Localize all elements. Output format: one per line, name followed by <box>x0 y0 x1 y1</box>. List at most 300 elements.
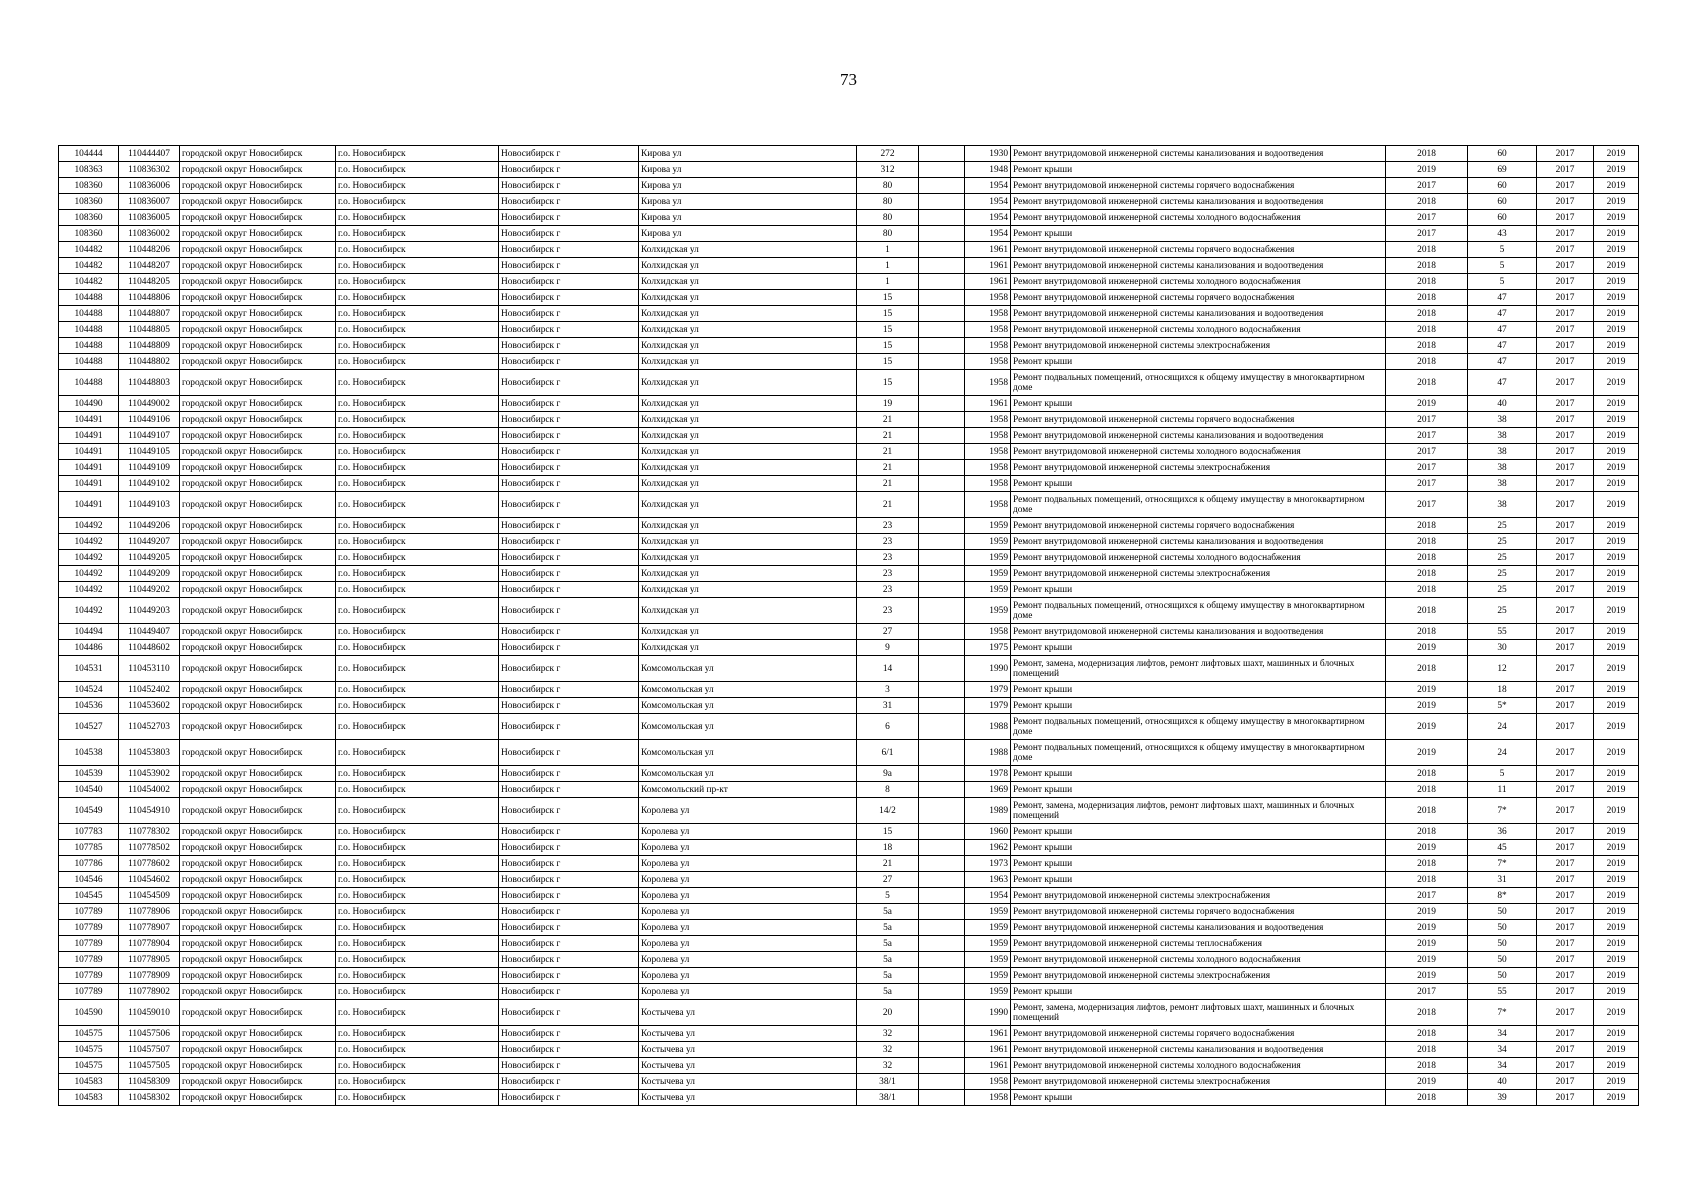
cell-house-id: 104540 <box>59 782 119 798</box>
cell-rating: 25 <box>1468 582 1537 598</box>
cell-house-id: 104531 <box>59 656 119 682</box>
cell-empty-cell <box>919 798 965 824</box>
cell-street: Королева ул <box>639 904 857 920</box>
cell-work-type: Ремонт внутридомовой инженерной системы электроснабжения <box>1011 460 1386 476</box>
cell-empty-cell <box>919 698 965 714</box>
cell-municipal-district: городской округ Новосибирск <box>180 412 336 428</box>
cell-municipality: г.о. Новосибирск <box>336 824 499 840</box>
cell-municipal-district: городской округ Новосибирск <box>180 290 336 306</box>
cell-year-built: 1959 <box>965 582 1011 598</box>
cell-work-type: Ремонт внутридомовой инженерной системы электроснабжения <box>1011 968 1386 984</box>
cell-street: Костычева ул <box>639 1026 857 1042</box>
table-row <box>59 1074 1639 1090</box>
cell-work-year: 2018 <box>1386 856 1468 872</box>
cell-period-start: 2017 <box>1537 640 1594 656</box>
cell-period-start: 2017 <box>1537 146 1594 162</box>
cell-work-year: 2019 <box>1386 904 1468 920</box>
cell-work-id: 110444407 <box>119 146 180 162</box>
cell-settlement: Новосибирск г <box>499 444 639 460</box>
cell-house-id: 108360 <box>59 178 119 194</box>
cell-house-id: 104492 <box>59 518 119 534</box>
cell-period-end: 2019 <box>1594 1090 1639 1106</box>
cell-work-type: Ремонт внутридомовой инженерной системы горячего водоснабжения <box>1011 1026 1386 1042</box>
cell-municipal-district: городской округ Новосибирск <box>180 226 336 242</box>
cell-rating: 40 <box>1468 396 1537 412</box>
cell-period-start: 2017 <box>1537 824 1594 840</box>
cell-empty-cell <box>919 936 965 952</box>
cell-period-start: 2017 <box>1537 354 1594 370</box>
cell-municipality: г.о. Новосибирск <box>336 460 499 476</box>
table-row <box>59 920 1639 936</box>
cell-street: Королева ул <box>639 798 857 824</box>
cell-work-type: Ремонт крыши <box>1011 856 1386 872</box>
table-row <box>59 210 1639 226</box>
cell-work-id: 110448602 <box>119 640 180 656</box>
cell-year-built: 1973 <box>965 856 1011 872</box>
cell-year-built: 1954 <box>965 226 1011 242</box>
cell-period-end: 2019 <box>1594 598 1639 624</box>
cell-street: Колхидская ул <box>639 640 857 656</box>
cell-settlement: Новосибирск г <box>499 354 639 370</box>
cell-municipal-district: городской округ Новосибирск <box>180 178 336 194</box>
cell-work-year: 2019 <box>1386 682 1468 698</box>
cell-house-id: 104488 <box>59 370 119 396</box>
cell-period-end: 2019 <box>1594 322 1639 338</box>
cell-house-id: 104482 <box>59 258 119 274</box>
cell-period-end: 2019 <box>1594 306 1639 322</box>
table-row <box>59 306 1639 322</box>
cell-work-type: Ремонт внутридомовой инженерной системы канализования и водоотведения <box>1011 920 1386 936</box>
table-row <box>59 274 1639 290</box>
cell-period-start: 2017 <box>1537 856 1594 872</box>
cell-house-number: 1 <box>857 258 919 274</box>
cell-municipal-district: городской округ Новосибирск <box>180 534 336 550</box>
cell-rating: 40 <box>1468 1074 1537 1090</box>
cell-period-start: 2017 <box>1537 984 1594 1000</box>
cell-street: Комсомольская ул <box>639 740 857 766</box>
cell-rating: 5 <box>1468 274 1537 290</box>
cell-street: Комсомольская ул <box>639 766 857 782</box>
cell-period-start: 2017 <box>1537 550 1594 566</box>
cell-house-number: 6 <box>857 714 919 740</box>
cell-work-year: 2018 <box>1386 194 1468 210</box>
cell-municipal-district: городской округ Новосибирск <box>180 984 336 1000</box>
cell-work-year: 2018 <box>1386 624 1468 640</box>
cell-work-id: 110458302 <box>119 1090 180 1106</box>
cell-house-number: 15 <box>857 354 919 370</box>
cell-period-end: 2019 <box>1594 872 1639 888</box>
cell-municipality: г.о. Новосибирск <box>336 984 499 1000</box>
cell-period-end: 2019 <box>1594 162 1639 178</box>
cell-work-year: 2017 <box>1386 428 1468 444</box>
cell-period-start: 2017 <box>1537 370 1594 396</box>
cell-municipality: г.о. Новосибирск <box>336 492 499 518</box>
cell-work-type: Ремонт внутридомовой инженерной системы электроснабжения <box>1011 338 1386 354</box>
cell-house-id: 108360 <box>59 210 119 226</box>
cell-period-end: 2019 <box>1594 840 1639 856</box>
table-row <box>59 354 1639 370</box>
cell-work-year: 2019 <box>1386 936 1468 952</box>
cell-empty-cell <box>919 518 965 534</box>
cell-house-id: 104494 <box>59 624 119 640</box>
cell-settlement: Новосибирск г <box>499 290 639 306</box>
cell-empty-cell <box>919 338 965 354</box>
cell-settlement: Новосибирск г <box>499 782 639 798</box>
cell-house-id: 107789 <box>59 952 119 968</box>
cell-house-id: 104491 <box>59 444 119 460</box>
cell-settlement: Новосибирск г <box>499 598 639 624</box>
cell-house-number: 15 <box>857 290 919 306</box>
table-row <box>59 290 1639 306</box>
cell-municipal-district: городской округ Новосибирск <box>180 306 336 322</box>
cell-empty-cell <box>919 920 965 936</box>
cell-work-id: 110452703 <box>119 714 180 740</box>
cell-work-id: 110457507 <box>119 1042 180 1058</box>
cell-empty-cell <box>919 396 965 412</box>
table-row <box>59 740 1639 766</box>
cell-settlement: Новосибирск г <box>499 904 639 920</box>
table-row <box>59 550 1639 566</box>
cell-work-type: Ремонт крыши <box>1011 682 1386 698</box>
cell-period-end: 2019 <box>1594 194 1639 210</box>
cell-house-id: 104491 <box>59 460 119 476</box>
cell-work-year: 2018 <box>1386 824 1468 840</box>
cell-house-number: 21 <box>857 412 919 428</box>
cell-work-year: 2018 <box>1386 872 1468 888</box>
cell-period-start: 2017 <box>1537 396 1594 412</box>
cell-period-end: 2019 <box>1594 396 1639 412</box>
cell-street: Кирова ул <box>639 226 857 242</box>
cell-year-built: 1958 <box>965 322 1011 338</box>
cell-house-id: 104492 <box>59 598 119 624</box>
cell-work-id: 110448806 <box>119 290 180 306</box>
cell-period-end: 2019 <box>1594 492 1639 518</box>
cell-period-end: 2019 <box>1594 258 1639 274</box>
table-row <box>59 370 1639 396</box>
cell-house-id: 104490 <box>59 396 119 412</box>
cell-municipal-district: городской округ Новосибирск <box>180 476 336 492</box>
cell-settlement: Новосибирск г <box>499 396 639 412</box>
cell-work-id: 110454002 <box>119 782 180 798</box>
cell-empty-cell <box>919 306 965 322</box>
cell-period-start: 2017 <box>1537 412 1594 428</box>
cell-period-start: 2017 <box>1537 274 1594 290</box>
cell-street: Колхидская ул <box>639 274 857 290</box>
cell-work-type: Ремонт внутридомовой инженерной системы электроснабжения <box>1011 566 1386 582</box>
cell-rating: 30 <box>1468 640 1537 656</box>
cell-year-built: 1958 <box>965 338 1011 354</box>
cell-settlement: Новосибирск г <box>499 274 639 290</box>
cell-settlement: Новосибирск г <box>499 984 639 1000</box>
cell-period-end: 2019 <box>1594 534 1639 550</box>
cell-street: Колхидская ул <box>639 428 857 444</box>
cell-rating: 50 <box>1468 952 1537 968</box>
cell-rating: 34 <box>1468 1026 1537 1042</box>
cell-rating: 55 <box>1468 984 1537 1000</box>
cell-house-number: 5а <box>857 920 919 936</box>
cell-work-id: 110448809 <box>119 338 180 354</box>
cell-work-type: Ремонт крыши <box>1011 824 1386 840</box>
cell-settlement: Новосибирск г <box>499 322 639 338</box>
cell-work-type: Ремонт внутридомовой инженерной системы холодного водоснабжения <box>1011 444 1386 460</box>
cell-work-year: 2018 <box>1386 582 1468 598</box>
cell-house-number: 19 <box>857 396 919 412</box>
cell-house-number: 23 <box>857 518 919 534</box>
cell-empty-cell <box>919 210 965 226</box>
cell-period-end: 2019 <box>1594 582 1639 598</box>
cell-settlement: Новосибирск г <box>499 936 639 952</box>
cell-rating: 12 <box>1468 656 1537 682</box>
cell-municipal-district: городской округ Новосибирск <box>180 444 336 460</box>
cell-municipal-district: городской округ Новосибирск <box>180 428 336 444</box>
cell-house-id: 104492 <box>59 534 119 550</box>
cell-municipal-district: городской округ Новосибирск <box>180 872 336 888</box>
table-row <box>59 798 1639 824</box>
cell-work-year: 2018 <box>1386 766 1468 782</box>
cell-work-year: 2019 <box>1386 840 1468 856</box>
cell-period-end: 2019 <box>1594 682 1639 698</box>
cell-year-built: 1988 <box>965 740 1011 766</box>
cell-year-built: 1989 <box>965 798 1011 824</box>
cell-municipal-district: городской округ Новосибирск <box>180 798 336 824</box>
cell-municipality: г.о. Новосибирск <box>336 968 499 984</box>
cell-municipal-district: городской округ Новосибирск <box>180 656 336 682</box>
cell-settlement: Новосибирск г <box>499 210 639 226</box>
cell-period-end: 2019 <box>1594 624 1639 640</box>
table-row <box>59 460 1639 476</box>
cell-period-start: 2017 <box>1537 782 1594 798</box>
cell-year-built: 1930 <box>965 146 1011 162</box>
cell-municipality: г.о. Новосибирск <box>336 682 499 698</box>
cell-work-type: Ремонт внутридомовой инженерной системы горячего водоснабжения <box>1011 290 1386 306</box>
cell-work-type: Ремонт крыши <box>1011 640 1386 656</box>
cell-rating: 60 <box>1468 194 1537 210</box>
cell-work-type: Ремонт крыши <box>1011 840 1386 856</box>
cell-period-end: 2019 <box>1594 428 1639 444</box>
cell-house-number: 15 <box>857 338 919 354</box>
cell-period-start: 2017 <box>1537 920 1594 936</box>
cell-house-number: 32 <box>857 1058 919 1074</box>
table-row <box>59 936 1639 952</box>
cell-house-id: 104549 <box>59 798 119 824</box>
cell-house-id: 104575 <box>59 1026 119 1042</box>
cell-house-id: 104546 <box>59 872 119 888</box>
cell-house-id: 104575 <box>59 1042 119 1058</box>
cell-house-id: 104482 <box>59 274 119 290</box>
cell-rating: 34 <box>1468 1042 1537 1058</box>
cell-street: Колхидская ул <box>639 518 857 534</box>
cell-empty-cell <box>919 714 965 740</box>
cell-empty-cell <box>919 550 965 566</box>
cell-house-id: 104590 <box>59 1000 119 1026</box>
cell-work-id: 110778902 <box>119 984 180 1000</box>
table-row <box>59 952 1639 968</box>
cell-municipality: г.о. Новосибирск <box>336 274 499 290</box>
cell-house-number: 5 <box>857 888 919 904</box>
cell-work-id: 110452402 <box>119 682 180 698</box>
cell-settlement: Новосибирск г <box>499 162 639 178</box>
cell-work-id: 110449407 <box>119 624 180 640</box>
cell-settlement: Новосибирск г <box>499 178 639 194</box>
cell-municipal-district: городской округ Новосибирск <box>180 518 336 534</box>
cell-house-id: 104545 <box>59 888 119 904</box>
cell-house-id: 104583 <box>59 1090 119 1106</box>
cell-municipality: г.о. Новосибирск <box>336 1000 499 1026</box>
cell-rating: 38 <box>1468 476 1537 492</box>
cell-work-type: Ремонт подвальных помещений, относящихся к общему имуществу в многоквартирном доме <box>1011 740 1386 766</box>
cell-empty-cell <box>919 888 965 904</box>
cell-work-id: 110778904 <box>119 936 180 952</box>
cell-work-id: 110449205 <box>119 550 180 566</box>
cell-house-number: 1 <box>857 242 919 258</box>
cell-period-end: 2019 <box>1594 968 1639 984</box>
cell-municipal-district: городской округ Новосибирск <box>180 566 336 582</box>
cell-street: Королева ул <box>639 872 857 888</box>
cell-empty-cell <box>919 226 965 242</box>
cell-rating: 18 <box>1468 682 1537 698</box>
cell-work-type: Ремонт внутридомовой инженерной системы горячего водоснабжения <box>1011 178 1386 194</box>
cell-house-number: 21 <box>857 460 919 476</box>
cell-rating: 38 <box>1468 444 1537 460</box>
cell-empty-cell <box>919 968 965 984</box>
cell-house-number: 80 <box>857 210 919 226</box>
cell-settlement: Новосибирск г <box>499 460 639 476</box>
cell-municipal-district: городской округ Новосибирск <box>180 968 336 984</box>
cell-period-start: 2017 <box>1537 566 1594 582</box>
cell-street: Колхидская ул <box>639 354 857 370</box>
cell-period-end: 2019 <box>1594 1074 1639 1090</box>
cell-work-type: Ремонт подвальных помещений, относящихся к общему имуществу в многоквартирном доме <box>1011 370 1386 396</box>
cell-work-id: 110836006 <box>119 178 180 194</box>
cell-empty-cell <box>919 370 965 396</box>
cell-rating: 5* <box>1468 698 1537 714</box>
cell-municipality: г.о. Новосибирск <box>336 766 499 782</box>
cell-house-id: 104536 <box>59 698 119 714</box>
cell-rating: 50 <box>1468 936 1537 952</box>
cell-house-number: 23 <box>857 582 919 598</box>
cell-house-number: 80 <box>857 194 919 210</box>
cell-work-year: 2019 <box>1386 162 1468 178</box>
table-row <box>59 872 1639 888</box>
cell-municipality: г.о. Новосибирск <box>336 194 499 210</box>
cell-municipality: г.о. Новосибирск <box>336 242 499 258</box>
cell-work-id: 110448803 <box>119 370 180 396</box>
cell-period-end: 2019 <box>1594 936 1639 952</box>
cell-work-type: Ремонт крыши <box>1011 476 1386 492</box>
cell-empty-cell <box>919 428 965 444</box>
cell-year-built: 1959 <box>965 952 1011 968</box>
cell-empty-cell <box>919 444 965 460</box>
cell-street: Колхидская ул <box>639 370 857 396</box>
cell-work-year: 2018 <box>1386 306 1468 322</box>
cell-work-year: 2017 <box>1386 888 1468 904</box>
cell-settlement: Новосибирск г <box>499 698 639 714</box>
cell-settlement: Новосибирск г <box>499 492 639 518</box>
table-row <box>59 534 1639 550</box>
cell-work-type: Ремонт крыши <box>1011 354 1386 370</box>
cell-municipality: г.о. Новосибирск <box>336 338 499 354</box>
cell-period-start: 2017 <box>1537 444 1594 460</box>
cell-year-built: 1959 <box>965 984 1011 1000</box>
cell-period-end: 2019 <box>1594 460 1639 476</box>
cell-empty-cell <box>919 162 965 178</box>
cell-municipal-district: городской округ Новосибирск <box>180 1058 336 1074</box>
cell-empty-cell <box>919 656 965 682</box>
cell-settlement: Новосибирск г <box>499 1090 639 1106</box>
cell-rating: 47 <box>1468 290 1537 306</box>
cell-period-start: 2017 <box>1537 682 1594 698</box>
cell-settlement: Новосибирск г <box>499 146 639 162</box>
cell-settlement: Новосибирск г <box>499 412 639 428</box>
cell-empty-cell <box>919 766 965 782</box>
cell-work-type: Ремонт крыши <box>1011 582 1386 598</box>
cell-municipal-district: городской округ Новосибирск <box>180 782 336 798</box>
cell-work-type: Ремонт внутридомовой инженерной системы канализования и водоотведения <box>1011 146 1386 162</box>
cell-municipal-district: городской округ Новосибирск <box>180 698 336 714</box>
cell-period-end: 2019 <box>1594 698 1639 714</box>
cell-house-id: 104488 <box>59 354 119 370</box>
cell-work-id: 110454910 <box>119 798 180 824</box>
cell-work-type: Ремонт крыши <box>1011 396 1386 412</box>
cell-work-type: Ремонт внутридомовой инженерной системы теплоснабжения <box>1011 936 1386 952</box>
cell-municipality: г.о. Новосибирск <box>336 518 499 534</box>
cell-work-year: 2017 <box>1386 444 1468 460</box>
cell-work-type: Ремонт крыши <box>1011 1090 1386 1106</box>
cell-house-id: 104488 <box>59 322 119 338</box>
cell-street: Колхидская ул <box>639 598 857 624</box>
cell-work-id: 110449109 <box>119 460 180 476</box>
table-row <box>59 226 1639 242</box>
cell-empty-cell <box>919 476 965 492</box>
table-row <box>59 824 1639 840</box>
cell-work-id: 110448805 <box>119 322 180 338</box>
cell-municipal-district: городской округ Новосибирск <box>180 1090 336 1106</box>
cell-house-number: 14/2 <box>857 798 919 824</box>
cell-street: Костычева ул <box>639 1042 857 1058</box>
cell-house-id: 108360 <box>59 194 119 210</box>
cell-house-number: 38/1 <box>857 1074 919 1090</box>
cell-rating: 7* <box>1468 1000 1537 1026</box>
cell-street: Костычева ул <box>639 1074 857 1090</box>
cell-year-built: 1988 <box>965 714 1011 740</box>
cell-work-year: 2018 <box>1386 1000 1468 1026</box>
cell-municipal-district: городской округ Новосибирск <box>180 162 336 178</box>
cell-work-year: 2019 <box>1386 714 1468 740</box>
table-row <box>59 492 1639 518</box>
cell-work-type: Ремонт крыши <box>1011 872 1386 888</box>
cell-house-id: 107786 <box>59 856 119 872</box>
cell-work-year: 2018 <box>1386 1042 1468 1058</box>
cell-street: Королева ул <box>639 984 857 1000</box>
cell-year-built: 1959 <box>965 920 1011 936</box>
cell-work-type: Ремонт, замена, модернизация лифтов, ремонт лифтовых шахт, машинных и блочных помещений <box>1011 798 1386 824</box>
cell-empty-cell <box>919 872 965 888</box>
cell-work-type: Ремонт внутридомовой инженерной системы канализования и водоотведения <box>1011 194 1386 210</box>
cell-house-number: 9а <box>857 766 919 782</box>
cell-period-start: 2017 <box>1537 322 1594 338</box>
cell-settlement: Новосибирск г <box>499 338 639 354</box>
cell-municipal-district: городской округ Новосибирск <box>180 322 336 338</box>
cell-year-built: 1961 <box>965 242 1011 258</box>
cell-work-id: 110454509 <box>119 888 180 904</box>
cell-empty-cell <box>919 566 965 582</box>
cell-street: Колхидская ул <box>639 396 857 412</box>
cell-municipal-district: городской округ Новосибирск <box>180 354 336 370</box>
cell-municipality: г.о. Новосибирск <box>336 920 499 936</box>
cell-municipality: г.о. Новосибирск <box>336 1074 499 1090</box>
cell-street: Королева ул <box>639 968 857 984</box>
cell-period-end: 2019 <box>1594 518 1639 534</box>
